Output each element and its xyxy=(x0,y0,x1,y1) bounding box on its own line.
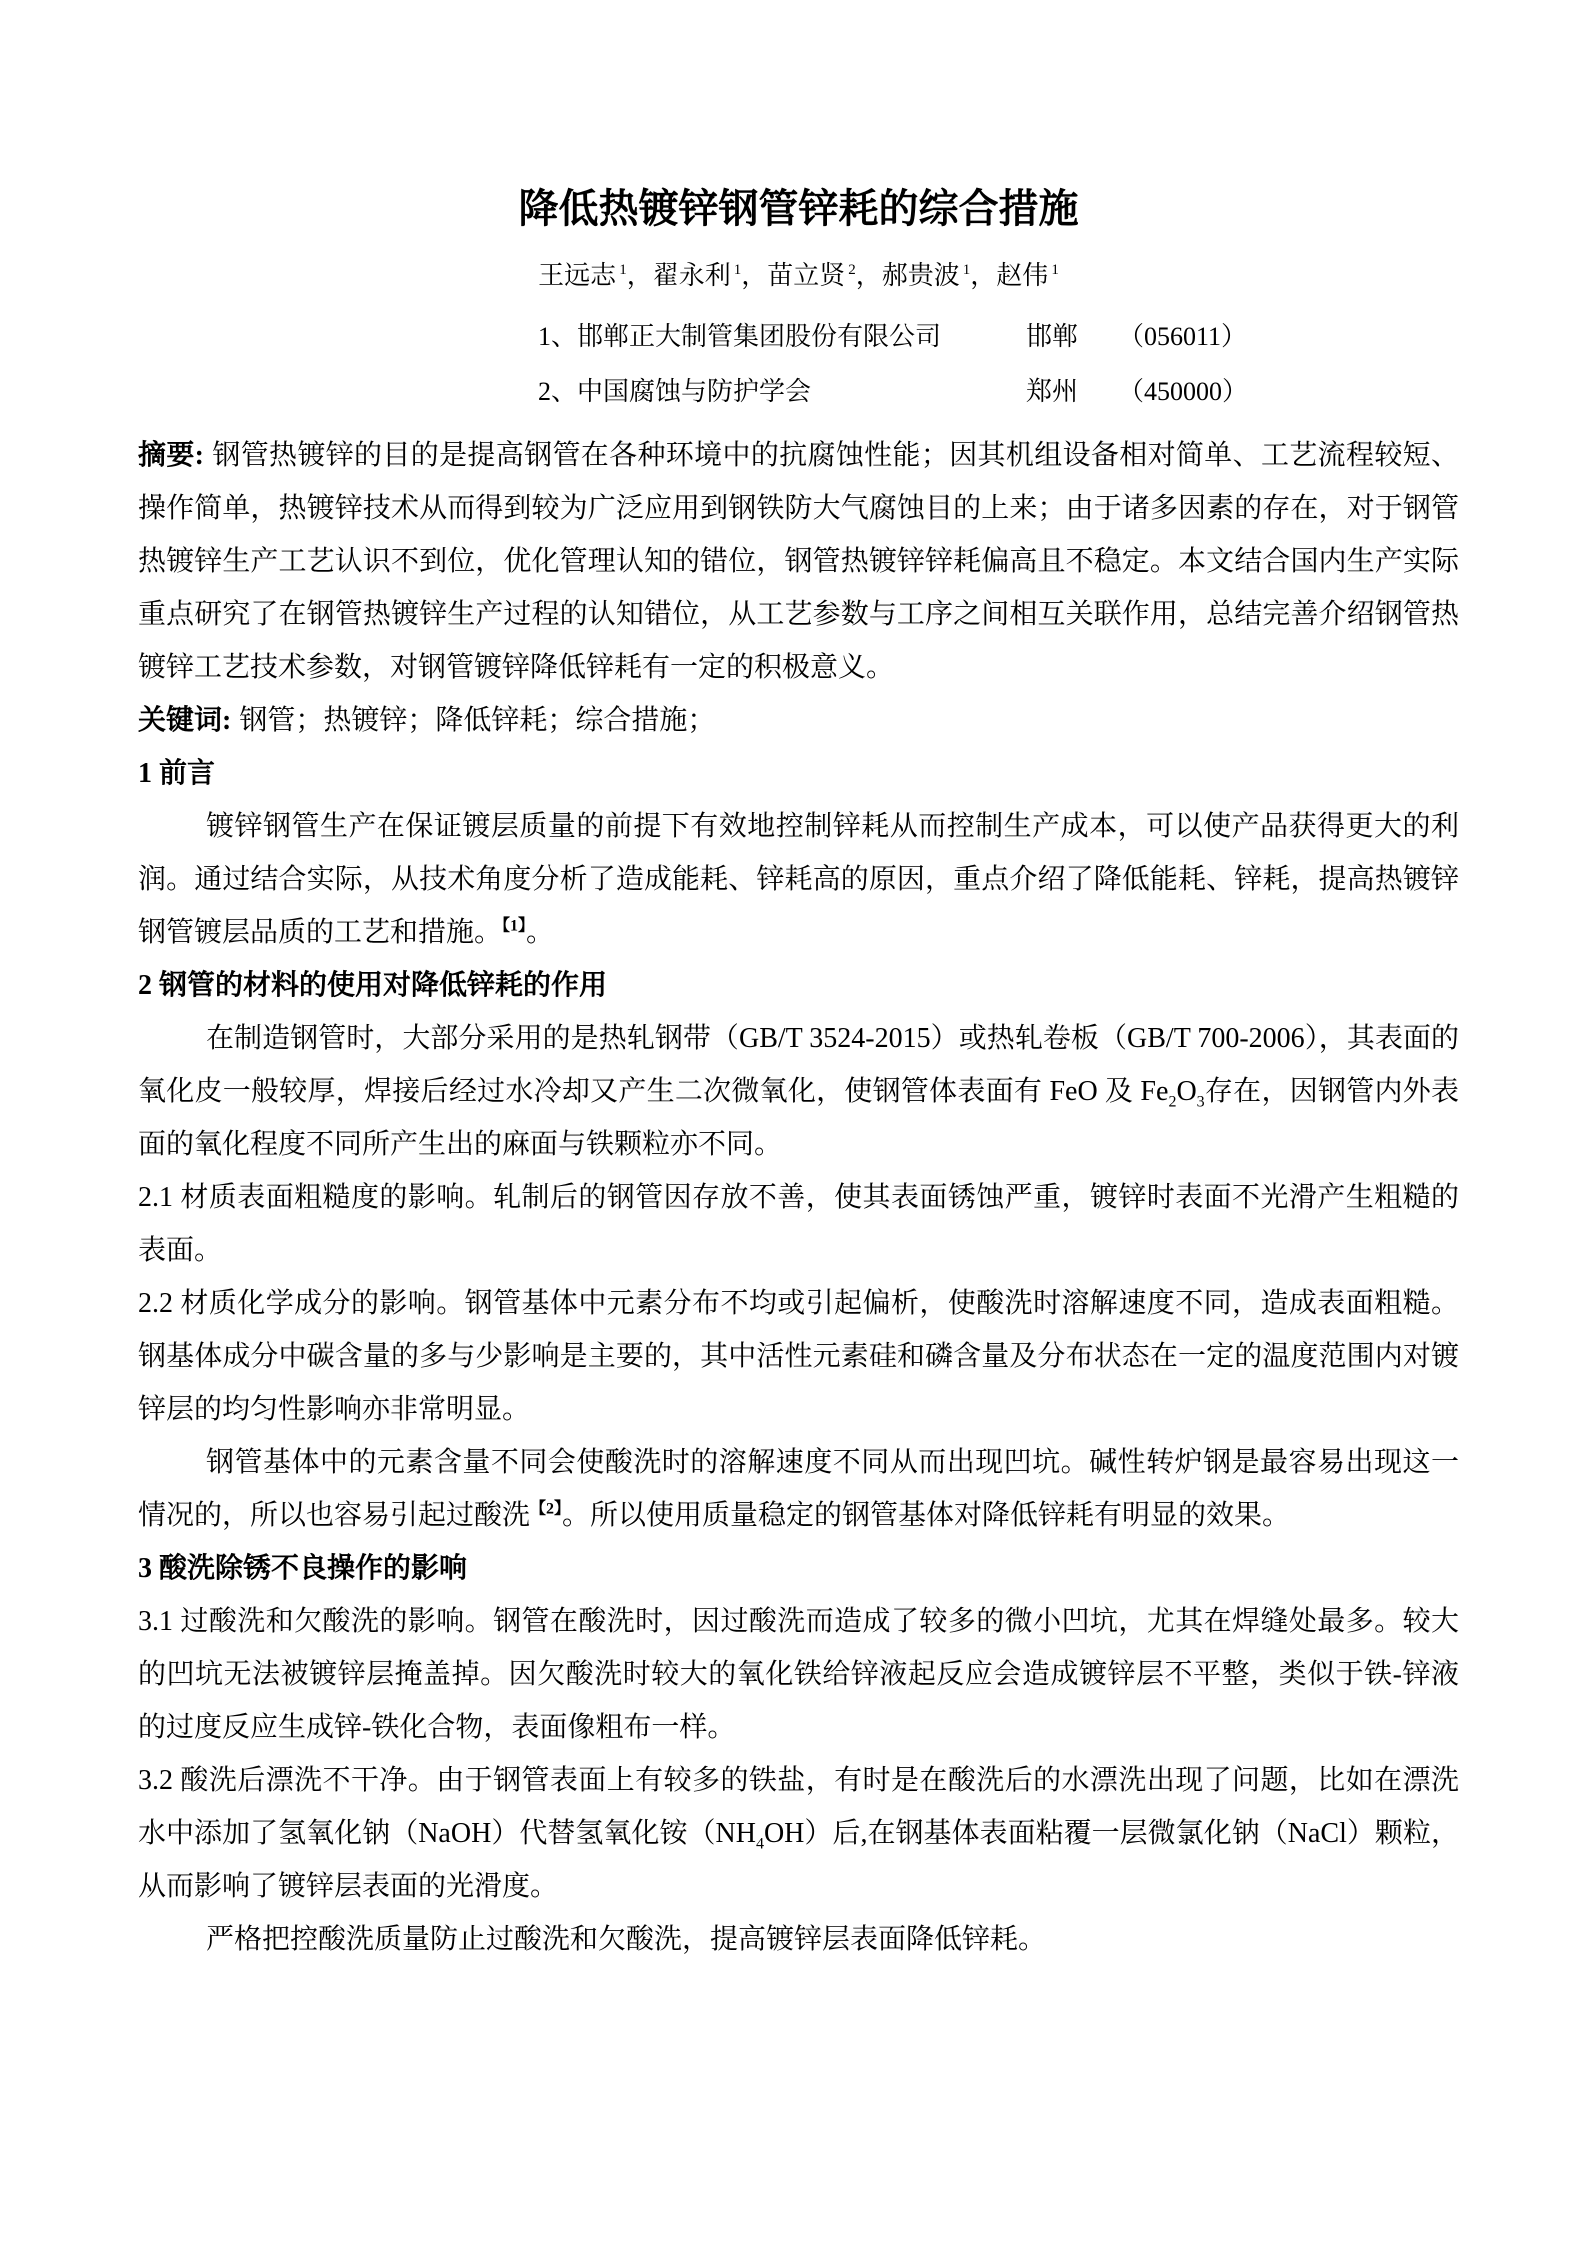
abstract-paragraph xyxy=(138,429,1459,694)
affiliation-city: 郑州 xyxy=(1026,377,1079,406)
paragraph-text: 存在，因钢管内外表面的氧化程度不同所产生出的麻面与铁颗粒亦不同。 xyxy=(138,1076,1459,1160)
author xyxy=(996,261,1059,290)
authors-line xyxy=(138,257,1459,295)
keywords-text: 钢管；热镀锌；降低锌耗；综合措施； xyxy=(239,705,716,736)
keywords-line xyxy=(138,694,1459,747)
affiliation-row xyxy=(138,309,1459,364)
author-affiliation-mark: 1 xyxy=(1051,262,1059,279)
affiliations xyxy=(138,309,1459,419)
section2-paragraph-1 xyxy=(138,1012,1459,1171)
paragraph-text: 在制造钢管时，大部分采用的是热轧钢带（GB/T 3524-2015）或热轧卷板（GB/T 700-2006），其表面的氧化皮一般较厚，焊接后经过水冷却又产生二次微氧化，使钢管体表面有 FeO 及 Fe xyxy=(138,1023,1459,1107)
affiliation-org: 2、中国腐蚀与防护学会 xyxy=(538,377,812,406)
citation-marker-2: 【2】 xyxy=(530,1500,563,1518)
page-title: 降低热镀锌钢管锌耗的综合措施 xyxy=(518,186,1079,231)
section3-closing-paragraph: 严格把控酸洗质量防止过酸洗和欠酸洗，提高镀锌层表面降低锌耗。 xyxy=(206,1924,1047,1955)
author xyxy=(767,261,882,290)
section2-paragraph-2-1: 2.1 材质表面粗糙度的影响。轧制后的钢管因存放不善，使其表面锈蚀严重，镀锌时表面不光滑产生粗糙的表面。 xyxy=(138,1182,1459,1266)
paragraph-text: 3.2 酸洗后漂洗不干净。由于钢管表面上有较多的铁盐，有时是在酸洗后的水漂洗出现了问题，比如在漂洗水中添加了氢氧化钠（NaOH）代替氢氧化铵（NH xyxy=(138,1765,1459,1849)
paragraph-text: 镀锌钢管生产在保证镀层质量的前提下有效地控制锌耗从而控制生产成本，可以使产品获得更大的利润。通过结合实际，从技术角度分析了造成能耗、锌耗高的原因，重点介绍了降低能耗、锌耗，提高热镀锌钢管镀层品质的工艺和措施。 xyxy=(138,811,1459,948)
section-heading-1: 1 前言 xyxy=(138,758,216,789)
abstract-label: 摘要: xyxy=(138,440,205,471)
paragraph-text: 。 xyxy=(526,917,555,948)
paragraph-text: OH）后,在钢基体表面粘覆一层微氯化钠（NaCl）颗粒，从而影响了镀锌层表面的光滑度。 xyxy=(138,1818,1459,1902)
author-name: 王远志 xyxy=(538,261,617,290)
author-affiliation-mark: 2 xyxy=(848,262,856,279)
author xyxy=(653,261,768,290)
chemical-subscript: 2 xyxy=(1168,1093,1177,1111)
author-name: 郝贵波 xyxy=(881,261,960,290)
paragraph-text: O xyxy=(1176,1076,1197,1107)
affiliation-city: 邯郸 xyxy=(1026,322,1079,351)
chemical-subscript: 4 xyxy=(755,1835,764,1853)
author-separator: ， xyxy=(970,261,997,290)
author xyxy=(882,261,997,290)
author-name: 翟永利 xyxy=(652,261,731,290)
chemical-subscript: 3 xyxy=(1196,1093,1205,1111)
author-separator: ， xyxy=(741,261,768,290)
section-heading-2: 2 钢管的材料的使用对降低锌耗的作用 xyxy=(138,970,608,1001)
author-separator: ， xyxy=(855,261,882,290)
section2-paragraph-4 xyxy=(138,1436,1459,1542)
section3-paragraph-3-1: 3.1 过酸洗和欠酸洗的影响。钢管在酸洗时，因过酸洗而造成了较多的微小凹坑，尤其在焊缝处最多。较大的凹坑无法被镀锌层掩盖掉。因欠酸洗时较大的氧化铁给锌液起反应会造成镀锌层不平整，类似于铁-锌液的过度反应生成锌-铁化合物，表面像粗布一样。 xyxy=(138,1606,1459,1743)
keywords-label: 关键词: xyxy=(138,705,232,736)
author-name: 苗立贤 xyxy=(767,261,846,290)
paragraph-text: 钢管基体中的元素含量不同会使酸洗时的溶解速度不同从而出现凹坑。碱性转炉钢是最容易出现这一情况的，所以也容易引起过酸洗 xyxy=(138,1447,1459,1531)
author-affiliation-mark: 1 xyxy=(619,262,627,279)
author xyxy=(538,261,653,290)
affiliation-postal-code: （056011） xyxy=(1118,322,1248,351)
section3-paragraph-3-2 xyxy=(138,1754,1459,1913)
author-name: 赵伟 xyxy=(996,261,1049,290)
affiliation-org: 1、邯郸正大制管集团股份有限公司 xyxy=(538,322,942,351)
author-separator: ， xyxy=(626,261,653,290)
section2-paragraph-2-2: 2.2 材质化学成分的影响。钢管基体中元素分布不均或引起偏析，使酸洗时溶解速度不同，造成表面粗糙。钢基体成分中碳含量的多与少影响是主要的，其中活性元素硅和磷含量及分布状态在一定的温度范围内对镀锌层的均匀性影响亦非常明显。 xyxy=(138,1288,1459,1425)
section1-paragraph xyxy=(138,800,1459,959)
author-affiliation-mark: 1 xyxy=(733,262,742,279)
affiliation-postal-code: （450000） xyxy=(1118,377,1249,406)
abstract-text: 钢管热镀锌的目的是提高钢管在各种环境中的抗腐蚀性能；因其机组设备相对简单、工艺流程较短、操作简单，热镀锌技术从而得到较为广泛应用到钢铁防大气腐蚀目的上来；由于诸多因素的存在，对于钢管热镀锌生产工艺认识不到位，优化管理认知的错位，钢管热镀锌锌耗偏高且不稳定。本文结合国内生产实际重点研究了在钢管热镀锌生产过程的认知错位，从工艺参数与工序之间相互关联作用，总结完善介绍钢管热镀锌工艺技术参数，对钢管镀锌降低锌耗有一定的积极意义。 xyxy=(138,440,1459,683)
paragraph-text: 。所以使用质量稳定的钢管基体对降低锌耗有明显的效果。 xyxy=(562,1500,1291,1531)
author-affiliation-mark: 1 xyxy=(962,262,971,279)
citation-marker-1: 【1】 xyxy=(502,917,527,935)
section-heading-3: 3 酸洗除锈不良操作的影响 xyxy=(138,1553,468,1584)
affiliation-row xyxy=(138,364,1459,419)
